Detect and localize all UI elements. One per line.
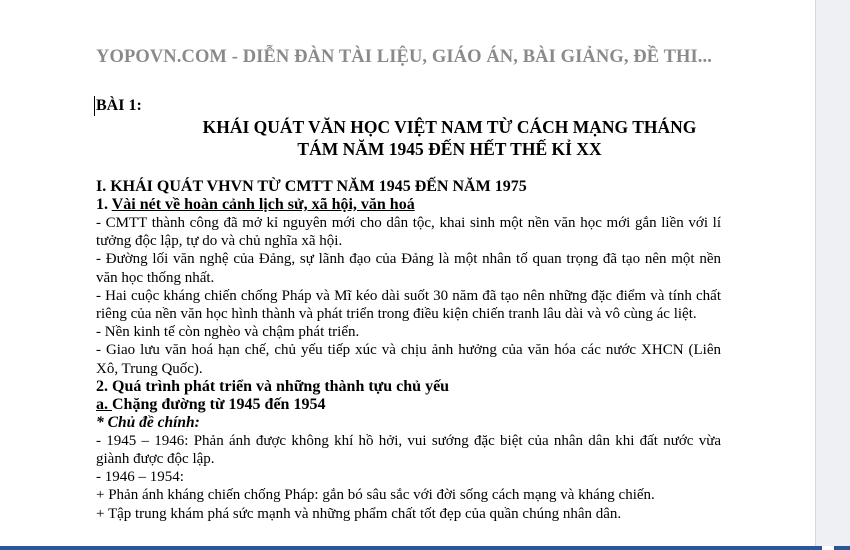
window-right-gutter [815, 0, 850, 546]
document-title [178, 116, 721, 160]
subsection-number: 1. [96, 196, 112, 213]
list-item: + Tập trung khám phá sức mạnh và những phẩm chất tốt đẹp của quần chúng nhân dân. [96, 505, 622, 522]
lesson-label: BÀI 1: [96, 97, 142, 114]
subsection-title: Vài nét về hoàn cảnh lịch sử, xã hội, văn hoá [111, 196, 415, 213]
subsection-title: Chặng đường từ 1945 đến 1954 [112, 395, 326, 413]
subsection-number: a. [96, 395, 112, 413]
list-item: - CMTT thành công đã mở kỉ nguyên mới cho dân tộc, khai sinh một nền văn học mới gắn liền với lí tưởng độc lập, tự do và chủ nghĩa xã hội. [96, 215, 721, 250]
list-item: - Đường lối văn nghệ của Đảng, sự lãnh đạo của Đảng là một nhân tố quan trọng đã tạo nên một nền văn học thống nhất. [96, 251, 721, 286]
list-item: + Phản ánh kháng chiến chống Pháp: gắn bó sâu sắc với đời sống cách mạng và kháng chiến. [96, 487, 655, 504]
list-item: - Nền kinh tế còn nghèo và chậm phát triển. [96, 324, 360, 341]
status-bar [0, 546, 850, 550]
list-item: - Giao lưu văn hoá hạn chế, chủ yếu tiếp xúc và chịu ảnh hưởng của văn hóa các nước XHCN (Liên Xô, Trung Quốc). [96, 342, 721, 377]
title-line-2: TÁM NĂM 1945 ĐẾN HẾT THẾ KỈ XX [297, 139, 602, 159]
section-heading-1: I. KHÁI QUÁT VHVN TỪ CMTT NĂM 1945 ĐẾN NĂM 1975 [96, 178, 527, 195]
list-item: - Hai cuộc kháng chiến chống Pháp và Mĩ kéo dài suốt 30 năm đã tạo nên những đặc điểm và tính chất riêng của nền văn học hình thành và phát triển trong điều kiện chiến tranh lâu dài và vô cùng ác liệt. [96, 287, 721, 323]
subsection-heading-2a [96, 396, 721, 414]
site-header: YOPOVN.COM - DIỄN ĐÀN TÀI LIỆU, GIÁO ÁN, BÀI GIẢNG, ĐỀ THI... [96, 47, 712, 67]
subsection-heading-2: 2. Quá trình phát triển và những thành tựu chủ yếu [96, 377, 450, 395]
subsection-heading-1 [96, 196, 721, 214]
list-item: - 1946 – 1954: [96, 469, 184, 486]
main-theme-label: * Chủ đề chính: [96, 413, 200, 431]
list-item: - 1945 – 1946: Phản ánh được không khí hồ hởi, vui sướng đặc biệt của nhân dân khi đất nước vừa giành được độc lập. [96, 432, 721, 468]
title-line-1: KHÁI QUÁT VĂN HỌC VIỆT NAM TỪ CÁCH MẠNG THÁNG [202, 117, 697, 137]
document-body [96, 44, 721, 523]
status-bar-mark [822, 546, 834, 550]
